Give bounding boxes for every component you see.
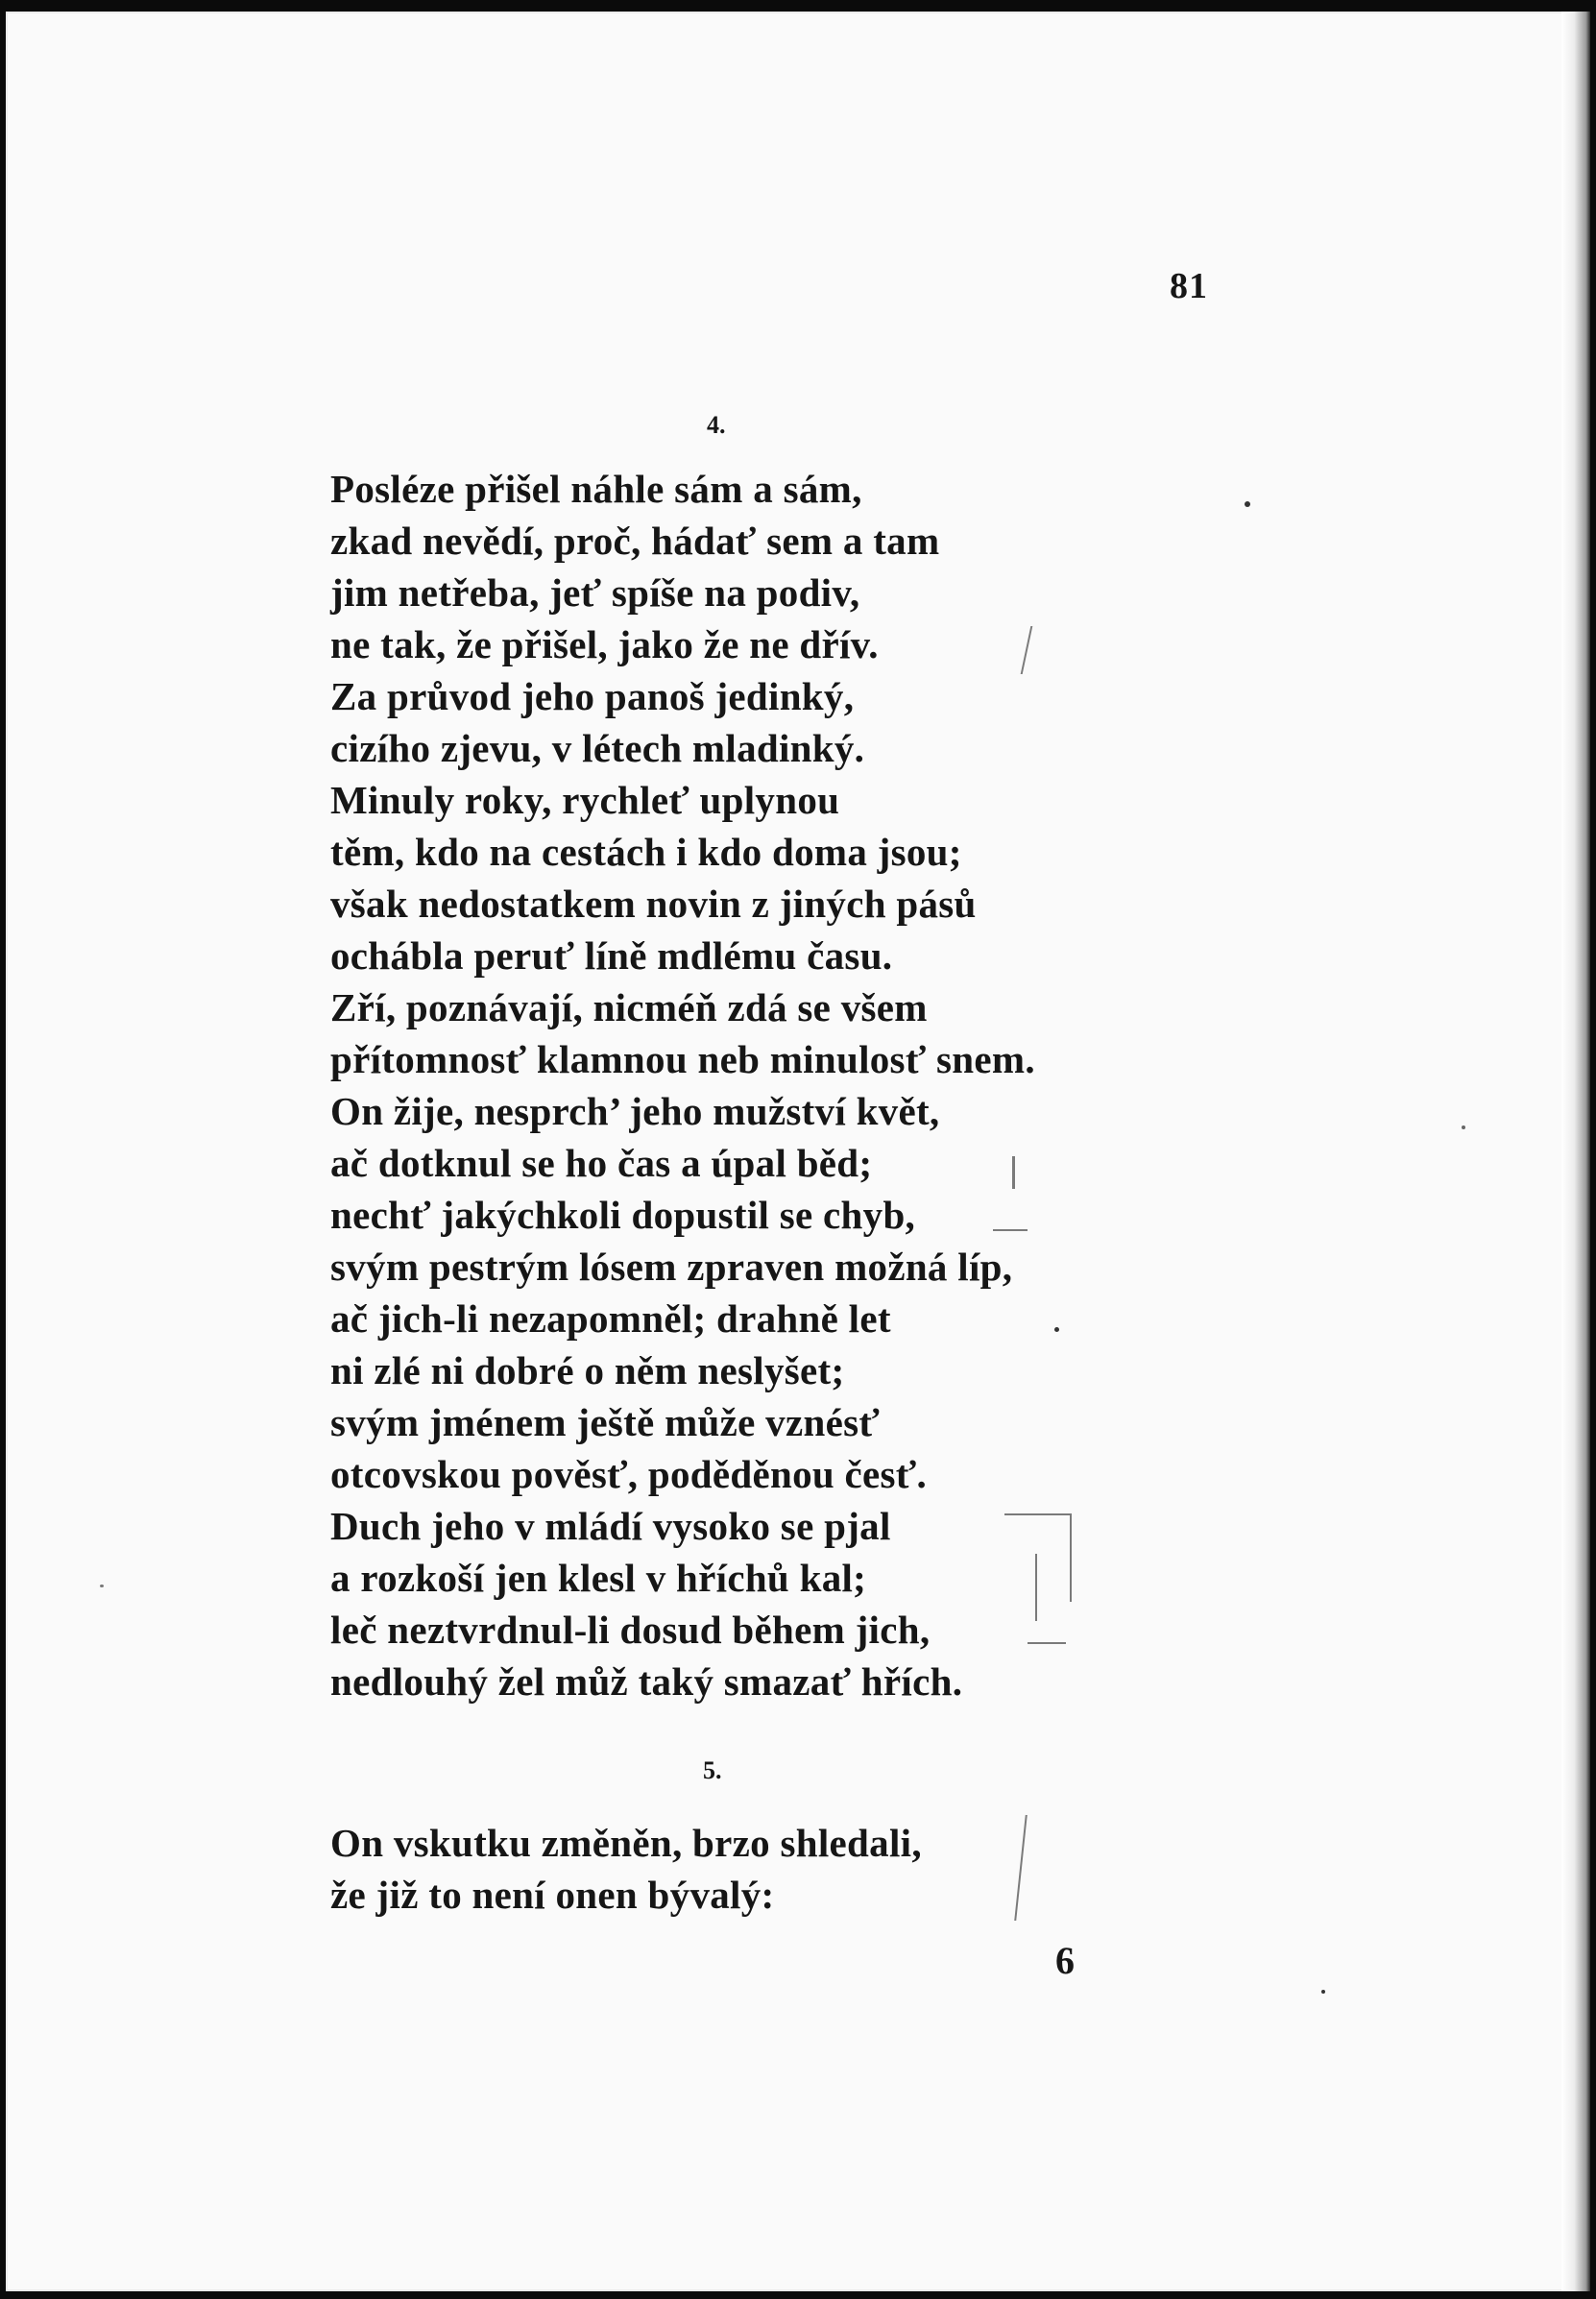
- verse-line: svým pestrým lósem zpraven možná líp,: [330, 1245, 1013, 1289]
- verse-line: jim netřeba, jeť spíše na podiv,: [330, 570, 860, 615]
- verse-line: ochábla peruť líně mdlému času.: [330, 933, 893, 978]
- verse-line: Minuly roky, rychleť uplynou: [330, 778, 840, 822]
- verse-line: On vskutku změněn, brzo shledali,: [330, 1821, 922, 1865]
- verse-line: ač jich-li nezapomněl; drahně let: [330, 1296, 891, 1341]
- verse-line: Zří, poznávají, nicméň zdá se všem: [330, 985, 928, 1029]
- verse-line: svým jménem ještě může vznésť: [330, 1400, 880, 1444]
- verse-line: ne tak, že přišel, jako že ne dřív.: [330, 622, 879, 666]
- scan-speck: [1462, 1125, 1465, 1129]
- verse-line: však nedostatkem novin z jiných pásů: [330, 882, 977, 926]
- verse-line: Duch jeho v mládí vysoko se pjal: [330, 1504, 891, 1548]
- verse-line: těm, kdo na cestách i kdo doma jsou;: [330, 830, 962, 874]
- book-page: [6, 12, 1590, 2291]
- verse-line: Za průvod jeho panoš jedinký,: [330, 674, 855, 718]
- verse-line: zkad nevědí, proč, hádať sem a tam: [330, 519, 940, 563]
- verse-line: nechť jakýchkoli dopustil se chyb,: [330, 1193, 916, 1237]
- verse-line: Posléze přišel náhle sám a sám,: [330, 467, 862, 511]
- section-number-4: 4.: [707, 411, 726, 439]
- signature-mark: 6: [1055, 1939, 1075, 1982]
- poem-section-5: [330, 1817, 922, 1921]
- verse-line: a rozkoší jen klesl v hříchů kal;: [330, 1556, 867, 1600]
- scan-speck: [1321, 1990, 1325, 1994]
- verse-line: On žije, nesprch’ jeho mužství květ,: [330, 1089, 940, 1133]
- scan-speck: [1054, 1327, 1059, 1332]
- verse-line: nedlouhý žel můž taký smazať hřích.: [330, 1659, 963, 1704]
- page-gutter-shadow: [1561, 12, 1590, 2291]
- verse-line: že již to není onen bývalý:: [330, 1873, 775, 1917]
- pencil-mark: [1028, 1625, 1066, 1644]
- section-number-5: 5.: [703, 1756, 722, 1784]
- pencil-mark: [1035, 1554, 1043, 1621]
- verse-line: přítomnosť klamnou neb minulosť snem.: [330, 1037, 1035, 1081]
- verse-line: otcovskou pověsť, poděděnou česť.: [330, 1452, 927, 1496]
- pencil-mark: [1004, 1815, 1028, 1921]
- scan-speck: [1245, 501, 1250, 507]
- pencil-mark: [993, 1220, 1028, 1231]
- verse-line: leč neztvrdnul-li dosud během jich,: [330, 1608, 931, 1652]
- verse-line: ni zlé ni dobré o něm neslyšet;: [330, 1348, 845, 1392]
- poem-section-4: [330, 463, 1035, 1707]
- pencil-mark: [1004, 1156, 1015, 1189]
- verse-line: ač dotknul se ho čas a úpal běd;: [330, 1141, 873, 1185]
- verse-line: cizího zjevu, v létech mladinký.: [330, 726, 865, 770]
- scan-speck: [100, 1585, 104, 1587]
- page-number: 81: [1170, 266, 1208, 306]
